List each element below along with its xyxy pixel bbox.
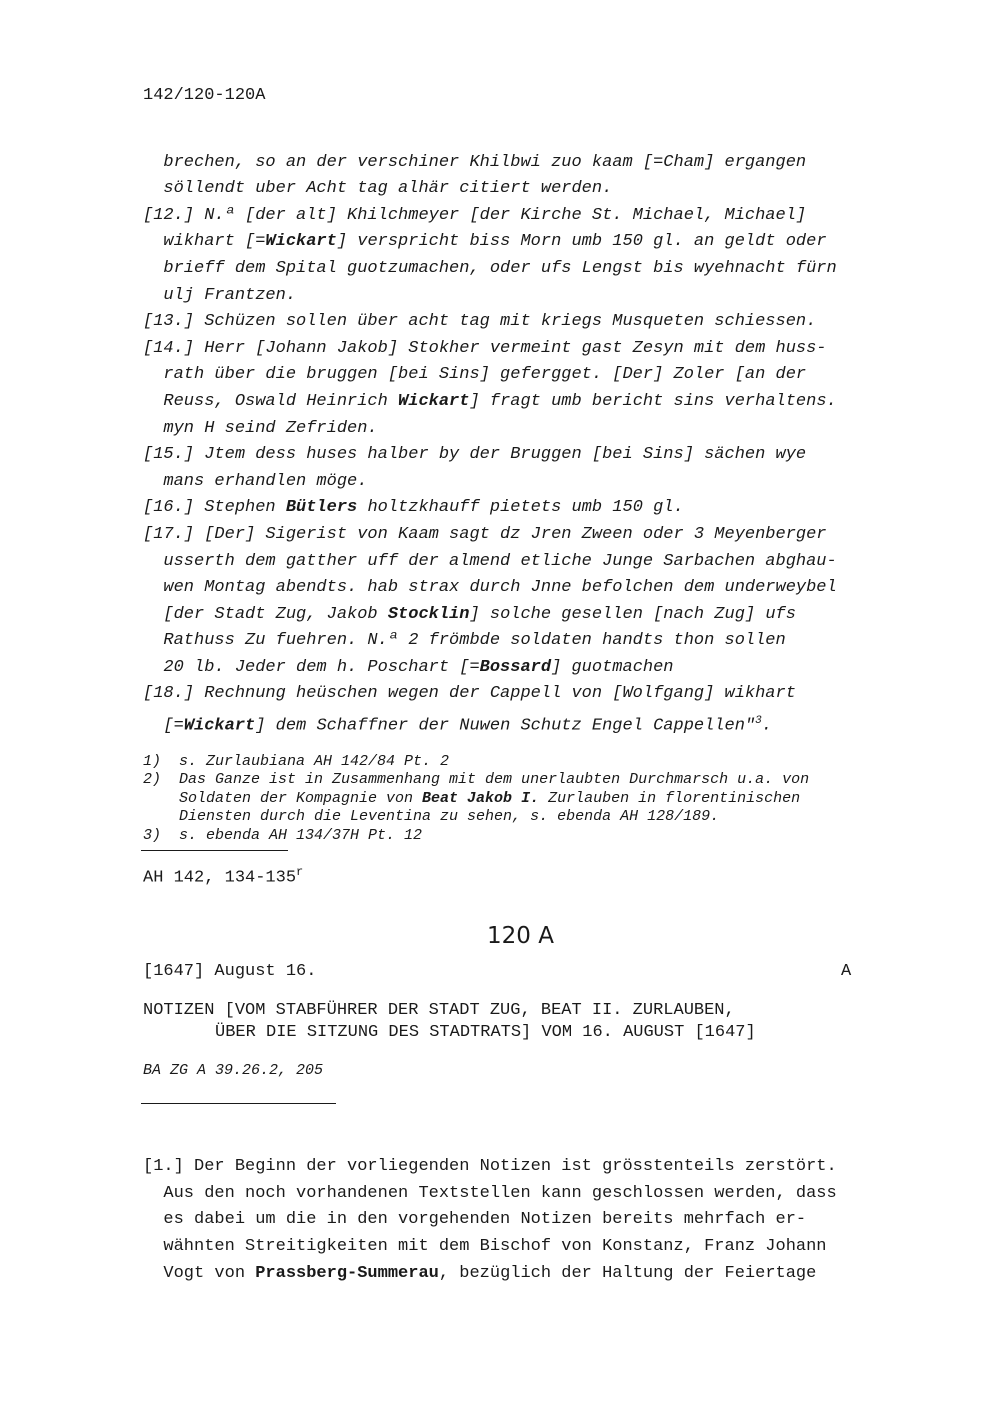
archive-signature: AH 142, 134-135$^r$	[143, 865, 304, 888]
text-line: 20 lb. Jeder dem h. Poschart [=Bossard] guotmachen	[143, 657, 674, 677]
document-number: 120 A	[487, 923, 554, 949]
divider	[141, 1103, 336, 1104]
document-title-line-2: ÜBER DIE SITZUNG DES STADTRATS] VOM 16. AUGUST [1647]	[215, 1023, 756, 1042]
text-line: [14.] Herr [Johann Jakob] Stokher vermeint gast Zesyn mit dem huss-	[143, 338, 827, 358]
person-name: Prassberg-Summerau	[255, 1263, 439, 1283]
footnote: Diensten durch die Leventina zu sehen, s. ebenda AH 128/189.	[143, 808, 720, 825]
text-line: Reuss, Oswald Heinrich Wickart] fragt umb bericht sins verhaltens.	[143, 391, 837, 411]
text-line: [17.] [Der] Sigerist von Kaam sagt dz Jren Zween oder 3 Meyenberger	[143, 524, 827, 544]
text-line: brechen, so an der verschiner Khilbwi zuo kaam [=Cham] ergangen	[143, 152, 807, 172]
text-line: [18.] Rechnung heüschen wegen der Cappell von [Wolfgang] wikhart	[143, 684, 796, 704]
document-date: [1647] August 16.	[143, 962, 317, 981]
text-line: Aus den noch vorhandenen Textstellen kann geschlossen werden, dass	[143, 1183, 837, 1203]
text-line: Rathuss Zu fuehren. N.ª 2 frömbde soldaten handts thon sollen	[143, 631, 786, 651]
page-header: 142/120-120A	[143, 86, 266, 105]
text-line: rath über die bruggen [bei Sins] gefergget. [Der] Zoler [an der	[143, 365, 807, 385]
text-line: wikhart [=Wickart] verspricht biss Morn umb 150 gl. an geldt oder	[143, 232, 827, 252]
text-line: es dabei um die in den vorgehenden Notizen bereits mehrfach er-	[143, 1210, 807, 1230]
person-name: Wickart	[265, 232, 337, 252]
footnote: 2) Das Ganze ist in Zusammenhang mit dem unerlaubten Durchmarsch u.a. von	[143, 771, 810, 788]
document-title-line-1: NOTIZEN [VOM STABFÜHRER DER STADT ZUG, BEAT II. ZURLAUBEN,	[143, 1001, 735, 1020]
footnote: 1) s. Zurlaubiana AH 142/84 Pt. 2	[143, 752, 450, 770]
document-letter: A	[841, 962, 852, 981]
person-name: Beat Jakob I.	[422, 789, 540, 807]
text-line: brieff dem Spital guotzumachen, oder ufs Lengst bis wyehnacht fürn	[143, 258, 837, 278]
text-line: wen Montag abendts. hab strax durch Jnne befolchen dem underweybel	[143, 578, 837, 598]
text-line: ulj Frantzen.	[143, 285, 297, 305]
person-name: Wickart	[183, 716, 256, 736]
text-line: [16.] Stephen Bütlers holtzkhauff pietets umb 150 gl.	[143, 498, 684, 518]
document-entry	[143, 1127, 837, 1315]
text-line: wähnten Streitigkeiten mit dem Bischof von Konstanz, Franz Johann	[143, 1237, 827, 1257]
text-line: Vogt von Prassberg-Summerau, bezüglich der Haltung der Feiertage	[143, 1263, 817, 1283]
text-line: [der Stadt Zug, Jakob Stocklin] solche gesellen [nach Zug] ufs	[143, 604, 796, 624]
text-line: myn H seind Zefriden.	[143, 418, 378, 438]
signature-sup: r	[296, 865, 304, 879]
text-line: [1.] Der Beginn der vorliegenden Notizen ist grösstenteils zerstört.	[143, 1156, 837, 1176]
text-line: [12.] N.ª [der alt] Khilchmeyer [der Kirche St. Michael, Michael]	[143, 205, 807, 225]
footnotes	[143, 734, 809, 864]
text-line: usserth dem gatther uff der almend etliche Junge Sarbachen abghau-	[143, 551, 837, 571]
text-line: [13.] Schüzen sollen über acht tag mit kriegs Musqueten schiessen.	[143, 312, 817, 332]
text-line: mans erhandlen möge.	[143, 471, 368, 491]
person-name: Bütlers	[285, 498, 358, 518]
text-line: [=Wickart] dem Schaffner der Nuwen Schutz Engel Cappellen"$^3$.	[143, 715, 772, 736]
footnote: Soldaten der Kompagnie von Beat Jakob I. Zurlauben in florentinischen	[143, 789, 801, 807]
text-line: [15.] Jtem dess huses halber by der Bruggen [bei Sins] sächen wye	[143, 445, 807, 465]
person-name: Wickart	[398, 391, 470, 411]
document-source: BA ZG A 39.26.2, 205	[143, 1062, 324, 1079]
divider	[141, 850, 288, 851]
person-name: Stocklin	[387, 604, 470, 624]
footnote: 3) s. ebenda AH 134/37H Pt. 12	[143, 826, 423, 844]
footnote-ref: 3	[755, 715, 762, 728]
previous-document-text	[143, 123, 837, 767]
text-line: söllendt uber Acht tag alhär citiert werden.	[143, 179, 613, 199]
person-name: Bossard	[479, 657, 552, 677]
